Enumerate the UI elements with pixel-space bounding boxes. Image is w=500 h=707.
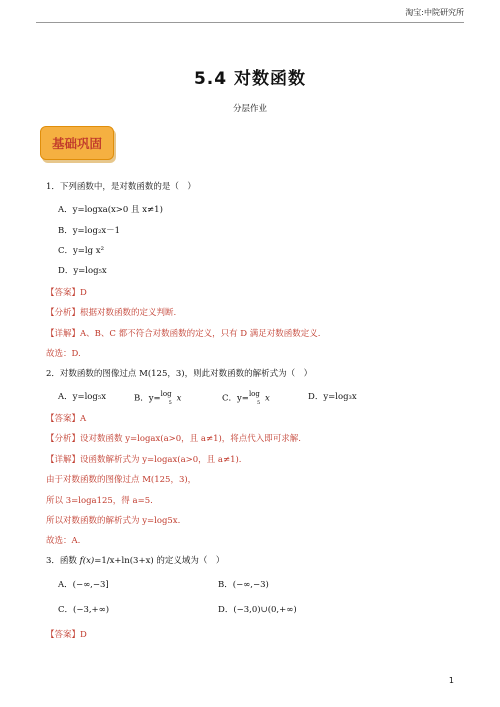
q1-answer: 【答案】D [46, 288, 87, 298]
q1-stem: 1．下列函数中，是对数函数的是（ ） [46, 182, 196, 192]
q3-stem-prefix: 3．函数 [46, 556, 77, 566]
q2-stem: 2．对数函数的图像过点 M(125，3)，则此对数函数的解析式为（ ） [46, 369, 313, 379]
q2-answer: 【答案】A [46, 414, 87, 424]
q1-option-a: A．y=logxa(x>0 且 x≠1) [58, 205, 163, 215]
q2-option-b-label: B．y= [134, 393, 161, 404]
q3-function-rest: +ln(3+x) [114, 556, 154, 566]
q3-answer: 【答案】D [46, 630, 87, 640]
q2-option-c [222, 392, 270, 405]
page-title: 5.4 对数函数 [193, 69, 307, 89]
q1-conclusion: 故选：D. [46, 349, 81, 359]
q2-option-b-base: 5 [168, 400, 172, 406]
q2-option-c-label: C．y= [222, 393, 249, 404]
q2-option-c-log: log [248, 390, 260, 398]
section-badge [40, 126, 114, 160]
q3-function-name: f(x)= [79, 556, 102, 566]
q1-analysis: 【分析】根据对数函数的定义判断. [46, 308, 177, 318]
q2-option-b [134, 392, 181, 405]
header-watermark: 淘宝:中院研究所 [405, 8, 464, 17]
header-divider [36, 22, 464, 23]
q2-option-b-log: log [160, 390, 172, 398]
q3-option-c: C．(−3,+∞) [58, 605, 110, 615]
q2-option-d: D．y=log₃x [308, 392, 357, 402]
q1-detail: 【详解】A、B、C 都不符合对数函数的定义，只有 D 满足对数函数定义. [46, 329, 321, 339]
q2-option-b-x: x [176, 393, 182, 404]
q2-option-c-base: 5 [256, 400, 261, 406]
page-number: 1 [448, 676, 454, 685]
q3-option-d: D．(−3,0)∪(0,+∞) [218, 605, 297, 615]
q2-option-a: A．y=log₅x [58, 392, 107, 402]
q1-option-d: D．y=log₅x [58, 266, 107, 276]
q3-stem-suffix: 的定义域为（ ） [156, 556, 225, 566]
q3-fraction: 1/x [101, 556, 115, 566]
page-subtitle: 分层作业 [232, 104, 267, 114]
section-badge-label: 基础巩固 [51, 136, 102, 151]
q2-step-1: 由于对数函数的图像过点 M(125，3)， [46, 475, 197, 485]
q3-option-b: B．(−∞,−3) [218, 580, 269, 590]
q3-stem [46, 556, 224, 567]
q2-option-c-x: x [264, 393, 270, 404]
q1-option-b: B．y=log₂x－1 [58, 226, 121, 236]
q2-step-2: 所以 3=loga125，得 a=5. [46, 496, 153, 506]
q3-option-a: A．(−∞,−3] [58, 580, 109, 590]
q2-conclusion: 故选：A. [46, 536, 81, 546]
q2-step-3: 所以对数函数的解析式为 y=log5x. [46, 516, 181, 526]
q2-analysis: 【分析】设对数函数 y=logax(a>0，且 a≠1)，将点代入即可求解. [46, 434, 301, 444]
q1-option-c: C．y=lg x² [58, 246, 104, 256]
q2-detail: 【详解】设函数解析式为 y=logax(a>0，且 a≠1). [46, 455, 242, 465]
